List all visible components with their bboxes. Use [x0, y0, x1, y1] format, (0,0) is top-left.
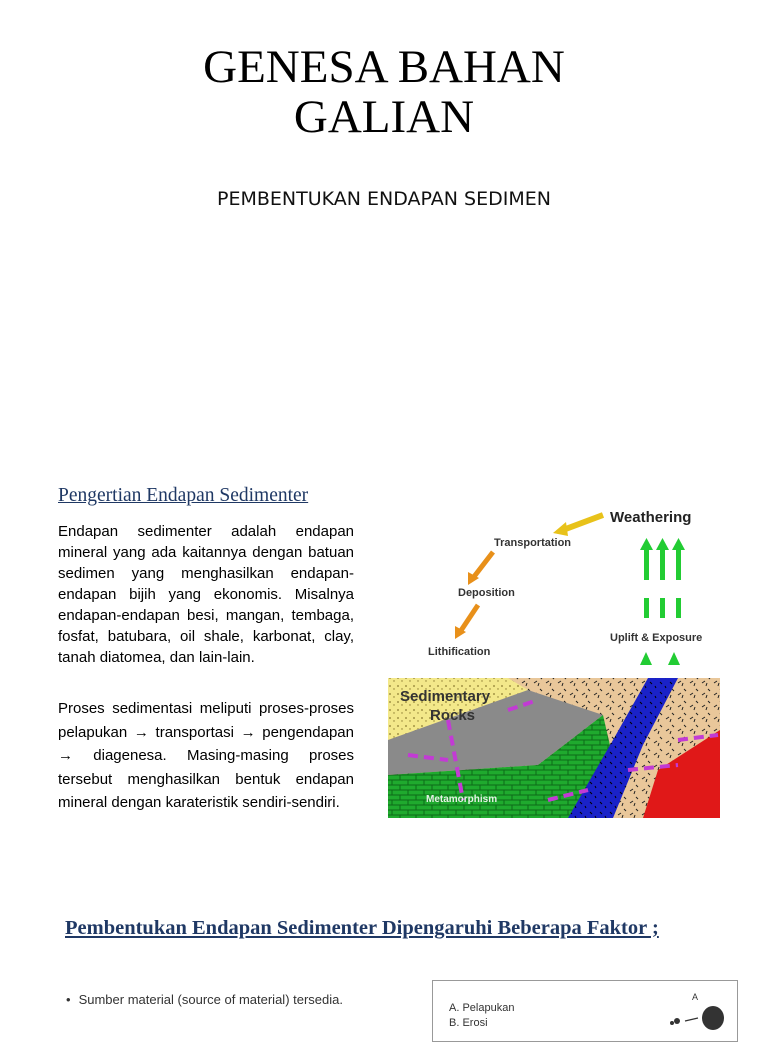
label-uplift: Uplift & Exposure [610, 632, 703, 644]
paragraph-process: Proses sedimentasi meliputi proses-proses pelapukan → transportasi → pengendapan → diagenesa. Masing-masing proses tersebut menghasilkan bentuk endapan mineral dengan karateristik sendiri-sendiri. [58, 700, 354, 811]
section-heading-faktor: Pembentukan Endapan Sedimenter Dipengaruhi Beberapa Faktor ; [65, 917, 659, 939]
label-sedimentary: Sedimentary [400, 688, 491, 705]
bullet-item [66, 992, 343, 1007]
figure-label-a: A. Pelapukan [449, 1002, 515, 1014]
erosion-figure [432, 980, 738, 1042]
bullet-dot: • [66, 992, 71, 1007]
figure-mark-a: A [692, 992, 699, 1002]
label-rocks: Rocks [430, 707, 476, 724]
figure-label-b: B. Erosi [449, 1017, 488, 1029]
title-line-1: GENESA BAHAN [203, 41, 565, 93]
bullet-text: Sumber material (source of material) tersedia. [78, 992, 343, 1007]
page-subtitle: PEMBENTUKAN ENDAPAN SEDIMEN [217, 188, 551, 210]
boulder-icon [663, 1001, 733, 1041]
label-deposition: Deposition [458, 587, 515, 599]
label-transportation: Transportation [494, 537, 572, 549]
title-line-2: GALIAN [293, 91, 475, 143]
section-heading-pengertian: Pengertian Endapan Sedimenter [58, 485, 309, 506]
label-metamorphism: Metamorphism [426, 794, 498, 805]
uplift-arrows [640, 538, 685, 665]
label-weathering: Weathering [610, 509, 692, 526]
page-title [0, 42, 768, 142]
label-lithification: Lithification [428, 646, 491, 658]
rock-cycle-diagram [388, 500, 720, 818]
paragraph-definition: Endapan sedimenter adalah endapan mineral yang ada kaitannya dengan batuan sedimen yang menghasilkan endapan-endapan bijih yang ekonomis. Misalnya endapan-endapan besi, mangan, tembaga, fosfat, batubara, oil shale, karbonat, clay, tanah diatomea, dan lain-lain. [58, 523, 354, 666]
